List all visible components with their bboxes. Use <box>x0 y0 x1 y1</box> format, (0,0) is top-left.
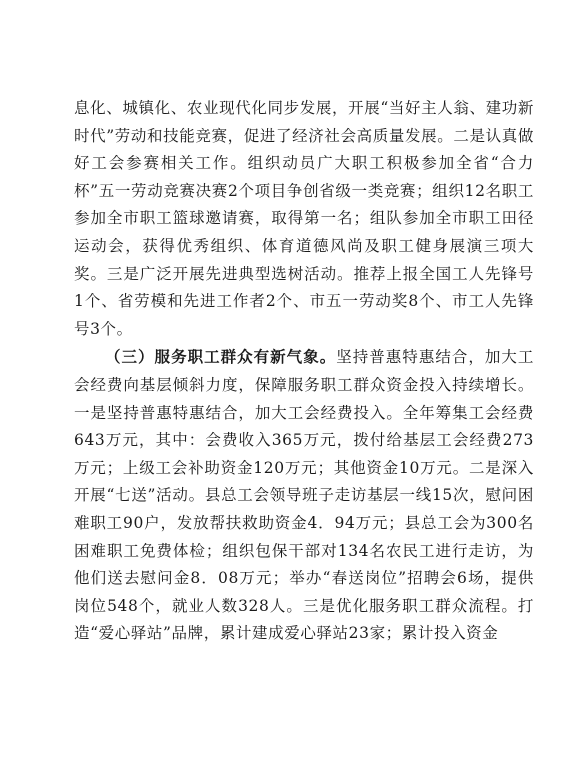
paragraph-section-three <box>74 343 534 648</box>
body-text <box>74 95 534 648</box>
section-heading: （三）服务职工群众有新气象。 <box>105 347 337 367</box>
paragraph-text: 息化、城镇化、农业现代化同步发展，开展“当好主人翁、建功新时代”劳动和技能竞赛，促进了经济社会高质量发展。二是认真做好工会参赛相关工作。组织动员广大职工积极参加全省“合力杯”五一劳动竞赛决赛2个项目争创省级一类竞赛；组织12名职工参加全市职工篮球邀请赛，取得第一名；组队参加全市职工田径运动会，获得优秀组织、体育道德风尚及职工健身展演三项大奖。三是广泛开展先进典型选树活动。推荐上报全国工人先锋号1个、省劳模和先进工作者2个、市五一劳动奖8个、市工人先锋号3个。 <box>74 99 534 338</box>
paragraph-continuation <box>74 95 534 343</box>
paragraph-text: 坚持普惠特惠结合，加大工会经费向基层倾斜力度，保障服务职工群众资金投入持续增长。一是坚持普惠特惠结合，加大工会经费投入。全年筹集工会经费643万元，其中：会费收入365万元，拨付给基层工会经费273万元；上级工会补助资金120万元；其他资金10万元。二是深入开展“七送”活动。县总工会领导班子走访基层一线15次，慰问困难职工90户，发放帮扶救助资金4．94万元；县总工会为300名困难职工免费体检；组织包保干部对134名农民工进行走访，为他们送去慰问金8．08万元；举办“春送岗位”招聘会6场，提供岗位548个，就业人数328人。三是优化服务职工群众流程。打造“爱心驿站”品牌，累计建成爱心驿站23家；累计投入资金 <box>74 348 535 643</box>
